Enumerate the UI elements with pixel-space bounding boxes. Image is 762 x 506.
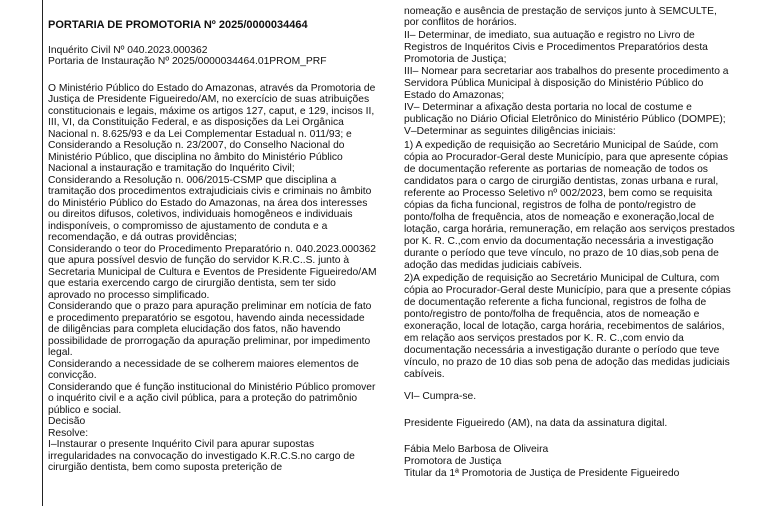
text-line: Portaria de Instauração Nº 2025/0000034464.01PROM_PRF [48,56,327,67]
text-line: Estado do Amazonas; [404,90,505,101]
text-line: Presidente Figueiredo (AM), na data da assinatura digital. [404,418,668,429]
text-line: Nacional a instauração e tramitação do Inquérito Civil; [48,163,295,174]
text-line: em relação aos serviços prestados por K. R. C.,com envio da [404,333,684,344]
text-line: nomeação e ausência de prestação de serviços junto à SEMCULTE, [404,6,717,17]
text-line: referente ao Processo Seletivo nº 002/2023, bem como se requisita [404,188,713,199]
text-line: por K. R. C.,com envio da documentação necessária a investigação [404,236,714,247]
text-line: III, VI, da Constituição Federal, e as disposições da Lei Orgânica [48,117,344,128]
text-line: Nacional n. 8.625/93 e da Lei Complementar Estadual n. 011/93; e [48,129,352,140]
text-line: de diligências para completa elucidação dos fatos, não havendo [48,324,341,335]
text-line: VI– Cumpra-se. [404,391,477,402]
text-line: Considerando a Resolução n. 006/2015-CSMP que disciplina a [48,175,337,186]
text-line: de documentação referente a ficha funcional, registros de folha de [404,297,707,308]
text-line: público e social. [48,405,122,416]
text-line: e procedimento preparatório se esgotou, havendo ainda necessidade [48,313,365,324]
signatory-title: Titular da 1ª Promotoria de Justiça de Presidente Figueiredo [404,468,680,479]
text-line: aprovado no processo simplificado. [48,290,210,301]
text-line: lotação, carga horária, remuneração, em relação aos serviços prestados [404,224,735,235]
text-line: vínculo, no prazo de 10 dias sob pena de adoção das medidas judiciais [404,357,730,368]
text-line: documentação necessária a investigação durante o período que teve [404,345,720,356]
text-line: Considerando que o prazo para apuração preliminar em notícia de fato [48,301,372,312]
text-line: Servidora Pública Municipal à disposição do Ministério Público do [404,78,704,89]
signatory-role: Promotora de Justiça [404,456,502,467]
text-line: Considerando a necessidade de se colherem maiores elementos de [48,359,359,370]
text-line: Considerando a Resolução n. 23/2007, do Conselho Nacional do [48,140,345,151]
text-line: II– Determinar, de imediato, sua autuação e registro no Livro de [404,30,695,41]
text-line: 2)A expedição de requisição ao Secretário Municipal de Cultura, com [404,273,720,284]
text-line: Secretaria Municipal de Cultura e Eventos de Presidente Figueiredo/AM [48,267,377,278]
text-line: legal. [48,347,73,358]
text-line: III– Nomear para secretariar aos trabalhos do presente procedimento a [404,66,729,77]
right-column [404,0,754,506]
text-line: recomendação, e dá outras providências; [48,232,237,243]
text-line: indisponíveis, o compromisso de ajustamento de conduta e a [48,221,328,232]
text-line: cabíveis. [404,369,445,380]
text-line: V–Determinar as seguintes diligências iniciais: [404,126,616,137]
text-line: exoneração, local de lotação, carga horária, recebimentos de salários, [404,321,725,332]
text-line: Ministério Público, que disciplina no âmbito do Ministério Público [48,152,343,163]
text-line: cópia ao Procurador-Geral deste Município, para que a presente cópias [404,285,731,296]
text-line: publicação no Diário Oficial Eletrônico do Ministério Público (DOMPE); [404,114,726,125]
text-line: convicção. [48,370,97,381]
text-line: IV– Determinar a afixação desta portaria no local de costume e [404,102,692,113]
text-line: Decisão [48,416,86,427]
text-line: Inquérito Civil Nº 040.2023.000362 [48,45,208,56]
text-line: que apura possível desvio de função do servidor K.R.C..S. junto à [48,255,350,266]
text-line: cirurgião dentista, bem como suposta preterição de [48,462,283,473]
text-line: o inquérito civil e a ação civil pública, para a proteção do patrimônio [48,393,358,404]
text-line: Registros de Inquéritos Civis e Procedimentos Preparatórios desta [404,42,708,53]
text-line: do Ministério Público do Estado do Amazonas, na área dos interesses [48,198,368,209]
text-line: candidatos para o cargo de cirurgião dentistas, zonas urbana e rural, [404,176,719,187]
text-line: por conflitos de horários. [404,17,517,28]
text-line: Resolve: [48,428,89,439]
document-title: PORTARIA DE PROMOTORIA Nº 2025/0000034464 [48,19,308,31]
text-line: tramitação dos procedimentos extrajudiciais civis e criminais no âmbito [48,186,372,197]
text-line: 1) A expedição de requisição ao Secretário Municipal de Saúde, com [404,140,719,151]
text-line: ou direitos difusos, coletivos, individuais homogêneos e individuais [48,209,353,220]
text-line: Considerando o teor do Procedimento Preparatório n. 040.2023.000362 [48,244,377,255]
text-line: ponto/registro de ponto/folha de frequência, atos de nomeação e [404,309,700,320]
text-line: possibilidade de prorrogação da apuração preliminar, por impedimento [48,336,371,347]
text-line: cópias da ficha funcional, registros de folha de ponto/registro de [404,200,696,211]
text-line: de documentação referente as portarias de nomeação de todos os [404,164,708,175]
text-line: cópia ao Procurador-Geral deste Município, para que apresente cópias [404,152,728,163]
text-line: adoção das medidas judiciais cabíveis. [404,260,583,271]
text-line: que estaria exercendo cargo de cirurgião dentista, sem ter sido [48,278,336,289]
text-line: Promotoria de Justiça; [404,54,507,65]
left-column [42,0,389,506]
text-line: O Ministério Público do Estado do Amazonas, através da Promotoria de [48,83,376,94]
text-line: Justiça de Presidente Figueiredo/AM, no exercício de suas atribuições [48,94,370,105]
text-line: ponto/folha de frequência, atos de nomeação e exoneração,local de [404,212,715,223]
text-line: irregularidades na convocação do investigado K.R.C.S.no cargo de [48,451,355,462]
signatory-name: Fábia Melo Barbosa de Oliveira [404,444,549,455]
text-line: constitucionais e legais, máxime os artigos 127, caput, e 129, incisos II, [48,106,375,117]
text-line: Considerando que é função institucional do Ministério Público promover [48,382,376,393]
text-line: I–Instaurar o presente Inquérito Civil para apurar supostas [48,439,315,450]
text-line: durante o período que teve vínculo, no prazo de 10 dias,sob pena de [404,248,719,259]
